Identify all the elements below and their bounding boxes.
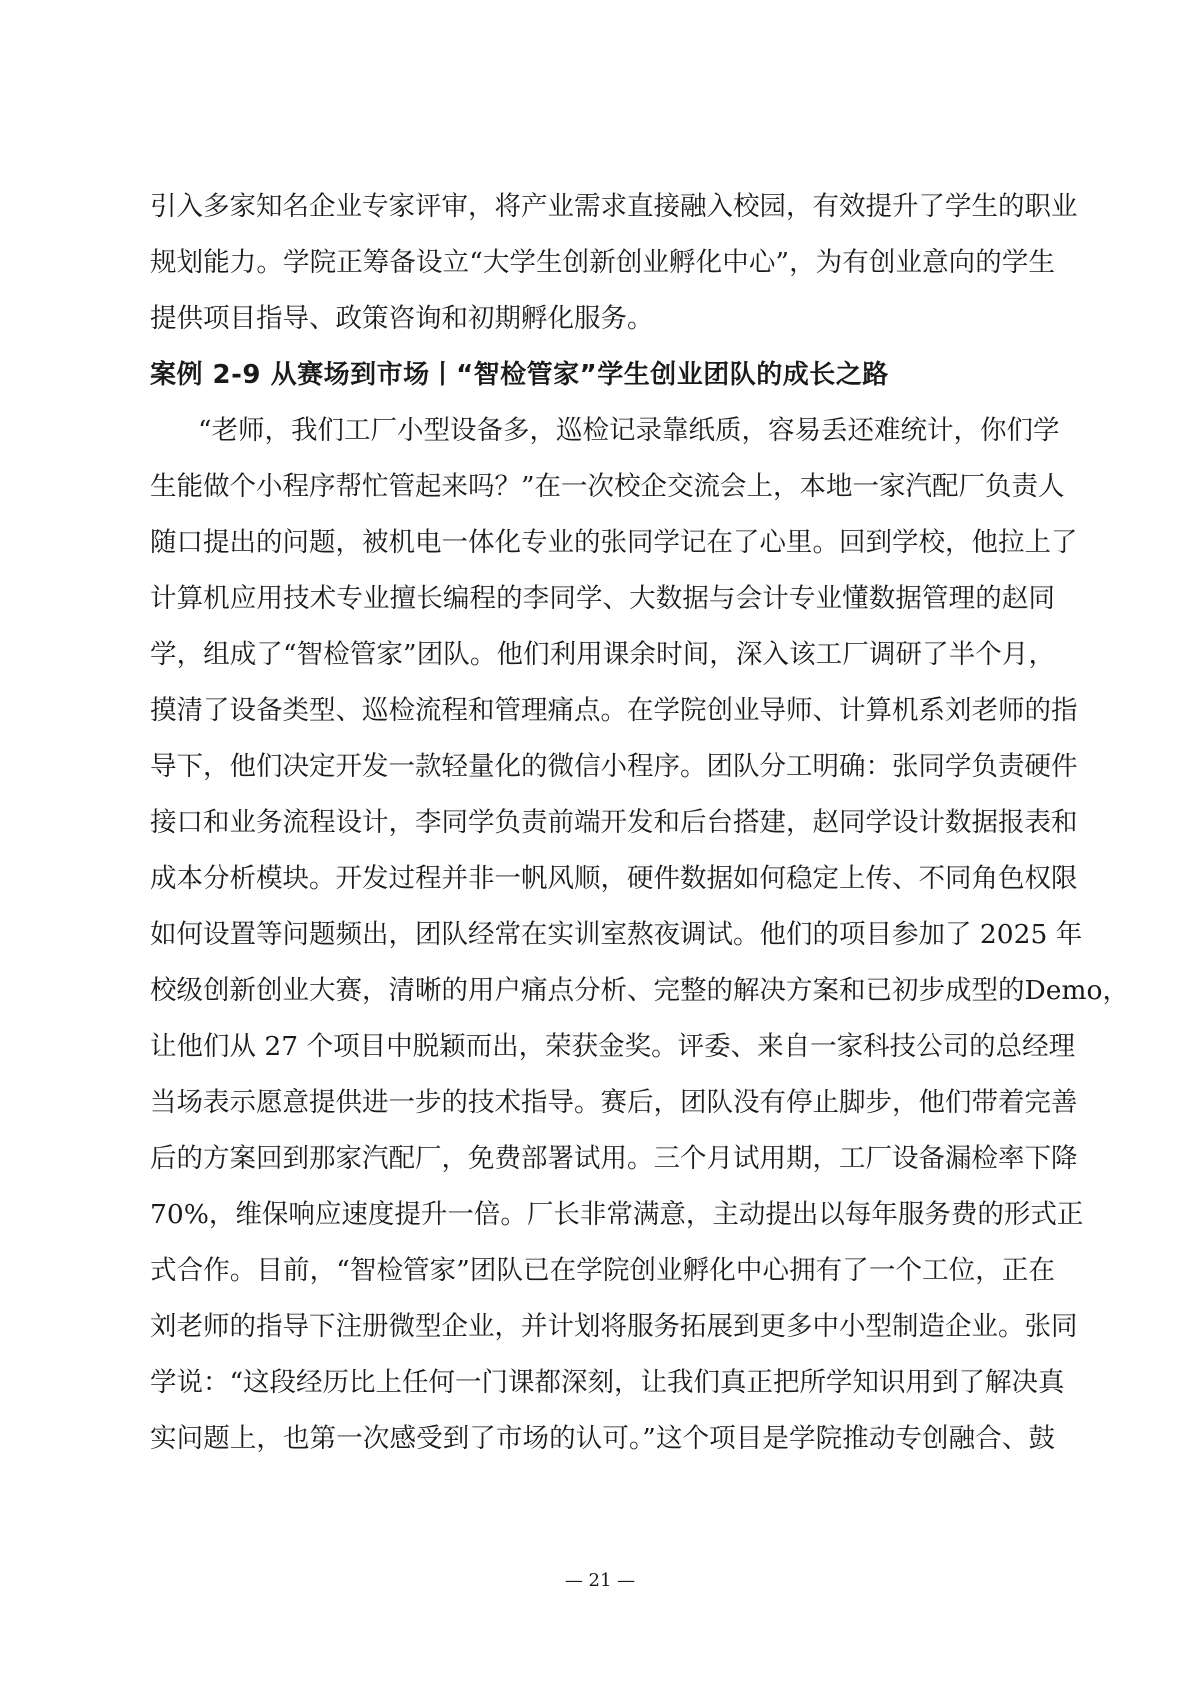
body-line: 摸清了设备类型、巡检流程和管理痛点。在学院创业导师、计算机系刘老师的指 xyxy=(150,695,1078,726)
page-number: — 21 — xyxy=(564,1570,636,1591)
body-line: 成本分析模块。开发过程并非一帆风顺，硬件数据如何稳定上传、不同角色权限 xyxy=(150,863,1078,894)
body-line: 当场表示愿意提供进一步的技术指导。赛后，团队没有停止脚步，他们带着完善 xyxy=(150,1087,1078,1118)
body-line: 学，组成了“智检管家”团队。他们利用课余时间，深入该工厂调研了半个月， xyxy=(150,639,1055,670)
body-line: 刘老师的指导下注册微型企业，并计划将服务拓展到更多中小型制造企业。张同 xyxy=(150,1311,1078,1342)
body-line: 式合作。目前，“智检管家”团队已在学院创业孵化中心拥有了一个工位，正在 xyxy=(150,1255,1055,1286)
intro-line: 规划能力。学院正筹备设立“大学生创新创业孵化中心”，为有创业意向的学生 xyxy=(150,247,1055,278)
case-heading: 案例 2-9 从赛场到市场丨“智检管家”学生创业团队的成长之路 xyxy=(150,360,889,390)
intro-line: 引入多家知名企业专家评审，将产业需求直接融入校园，有效提升了学生的职业 xyxy=(150,191,1078,222)
body-line: 校级创新创业大赛，清晰的用户痛点分析、完整的解决方案和已初步成型的Demo， xyxy=(150,975,1130,1006)
body-line: 计算机应用技术专业擅长编程的李同学、大数据与会计专业懂数据管理的赵同 xyxy=(150,583,1055,614)
body-line: 导下，他们决定开发一款轻量化的微信小程序。团队分工明确：张同学负责硬件 xyxy=(150,751,1078,782)
body-line: 生能做个小程序帮忙管起来吗？”在一次校企交流会上，本地一家汽配厂负责人 xyxy=(150,471,1065,502)
body-line: “老师，我们工厂小型设备多，巡检记录靠纸质，容易丢还难统计，你们学 xyxy=(198,415,1060,446)
body-line: 学说：“这段经历比上任何一门课都深刻，让我们真正把所学知识用到了解决真 xyxy=(150,1367,1065,1398)
body-line: 随口提出的问题，被机电一体化专业的张同学记在了心里。回到学校，他拉上了 xyxy=(150,527,1078,558)
body-line: 实问题上，也第一次感受到了市场的认可。”这个项目是学院推动专创融合、鼓 xyxy=(150,1423,1055,1454)
intro-line: 提供项目指导、政策咨询和初期孵化服务。 xyxy=(150,303,654,334)
body-line: 70%，维保响应速度提升一倍。厂长非常满意，主动提出以每年服务费的形式正 xyxy=(150,1199,1084,1230)
body-line: 让他们从 27 个项目中脱颖而出，荣获金奖。评委、来自一家科技公司的总经理 xyxy=(150,1031,1076,1062)
body-line: 后的方案回到那家汽配厂，免费部署试用。三个月试用期，工厂设备漏检率下降 xyxy=(150,1143,1078,1174)
body-line: 接口和业务流程设计，李同学负责前端开发和后台搭建，赵同学设计数据报表和 xyxy=(150,807,1078,838)
body-line: 如何设置等问题频出，团队经常在实训室熬夜调试。他们的项目参加了 2025 年 xyxy=(150,919,1083,950)
